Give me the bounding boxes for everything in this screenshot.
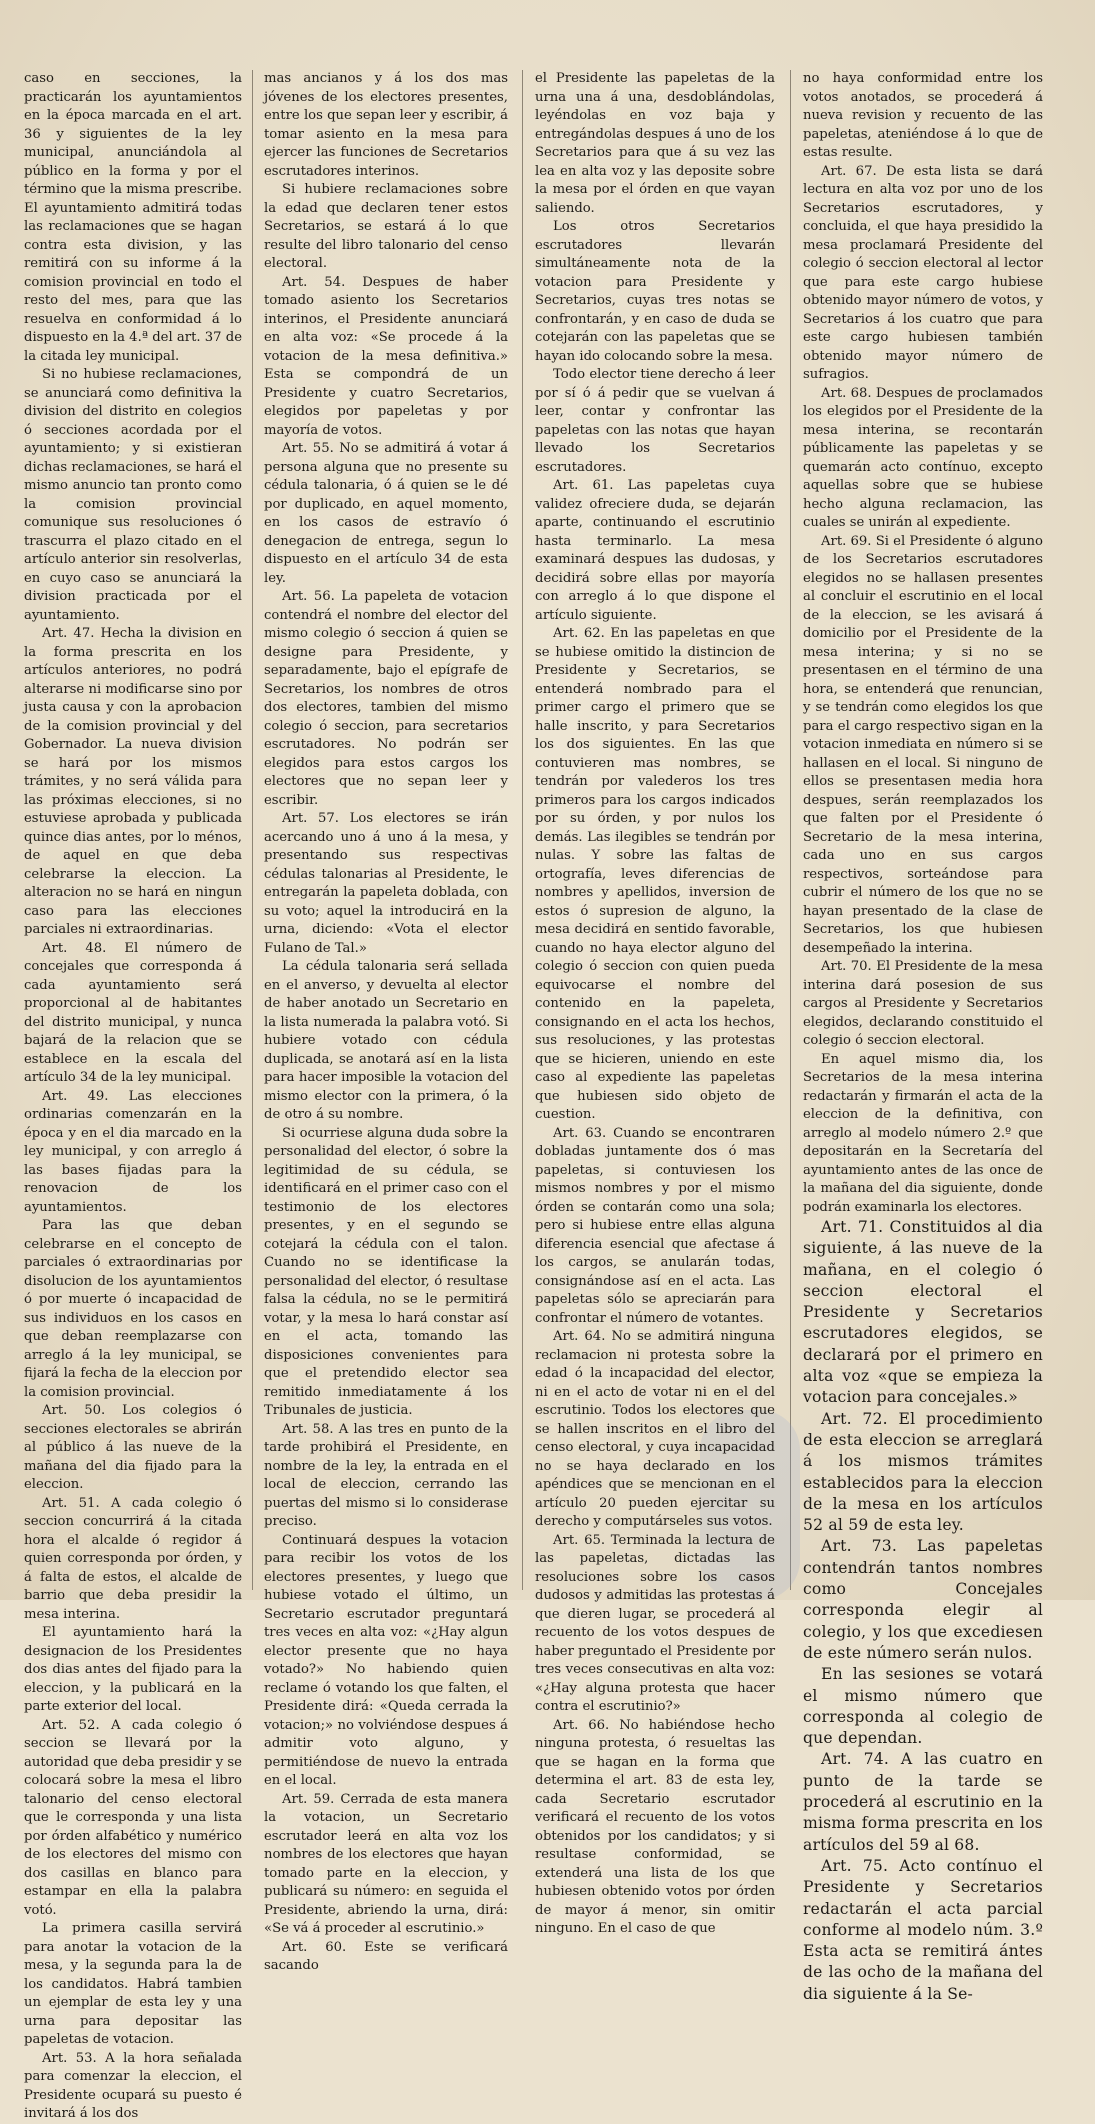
paragraph: La cédula talonaria será sellada en el anverso, y devuelta al elector de haber anotado un Secretario en la lista numerada la palabra votó. Si hubiere votado con cédula duplicada, se anotará así en la lista para hacer imposible la votacion del mismo elector con la primera, ó la de otro á su nombre.: [264, 959, 508, 1122]
paragraph: Art. 59. Cerrada de esta manera la votacion, un Secretario escrutador leerá en alta voz los nombres de los electores que hayan tomado parte en la eleccion, y publicará su número: en seguida el Presidente, abriendo la urna, dirá: «Se vá á proceder al escrutinio.»: [264, 1791, 508, 1936]
paragraph: Art. 55. No se admitirá á votar á persona alguna que no presente su cédula talonaria, ó á quien se le dé por duplicado, en aquel momento, en los casos de estravío ó denegacion de entrega, segun lo dispuesto en el artículo 34 de esta ley.: [264, 441, 508, 586]
paragraph: Art. 72. El procedimiento de esta eleccion se arreglará á los mismos trámites establecidos para la eleccion de la mesa en los artículos 52 al 59 de esta ley.: [803, 1409, 1043, 1535]
paragraph: Art. 64. No se admitirá ninguna reclamacion ni protesta sobre la edad ó la incapacidad del elector, ni en el acto de votar ni en el del escrutinio. Todos los electores que se hallen inscritos en el libro del censo electoral, y cuya incapacidad no se haya declarado en los apéndices que se mencionan en el artículo 20 pueden ejercitar su derecho y computárseles sus votos.: [535, 1329, 775, 1529]
paragraph: no haya conformidad entre los votos anotados, se procederá á nueva revision y recuento de las papeletas, ateniéndose á lo que de estas resulte.: [803, 71, 1043, 160]
paragraph: Art. 49. Las elecciones ordinarias comenzarán en la época y en el dia marcado en la ley municipal, y con arreglo á las bases fijadas para la renovacion de los ayuntamientos.: [24, 1088, 242, 1215]
paragraph: Art. 50. Los colegios ó secciones electorales se abrirán al público á las nueve de la mañana del dia fijado para la eleccion.: [24, 1403, 242, 1492]
paragraph: Para las que deban celebrarse en el concepto de parciales ó extraordinarias por disolucion de los ayuntamientos ó por muerte ó incapacidad de sus individuos en los casos en que deban reemplazarse con arreglo á la ley municipal, se fijará la fecha de la eleccion por la comision provincial.: [24, 1218, 242, 1400]
paragraph: Si ocurriese alguna duda sobre la personalidad del elector, ó sobre la legitimidad de su cédula, se identificará en el primer caso con el testimonio de los electores presentes, y en el segundo se cotejará la cédula con el talon. Cuando no se identificase la personalidad del elector, ó resultase falsa la cédula, no se le permitirá votar, y la mesa lo hará constar así en el acta, tomando las disposiciones convenientes para que el pretendido elector sea remitido inmediatamente á los Tribunales de justicia.: [264, 1125, 508, 1418]
paragraph: Art. 62. En las papeletas en que se hubiese omitido la distincion de Presidente y Secretarios, se entenderá nombrado para el primer cargo el primero que se halle inscrito, y para Secretarios los dos siguientes. En las que contuvieren mas nombres, se tendrán por valederos los tres primeros para los cargos indicados por su órden, y por nulos los demás. Las ilegibles se tendrán por nulas. Y sobre las faltas de ortografía, leves diferencias de nombres y apellidos, inversion de estos ó supresion de alguno, la mesa decidirá en sentido favorable, cuando no haya elector alguno del colegio ó seccion con quien pueda equivocarse el nombre del contenido en la papeleta, consignando en el acta los hechos, sus resoluciones, y las protestas que se hicieren, uniendo en este caso al expediente las papeletas que hubiesen sido objeto de cuestion.: [535, 626, 775, 1122]
text-column-1: [24, 70, 242, 2121]
paragraph: El ayuntamiento hará la designacion de los Presidentes dos dias antes del fijado para la eleccion, y la publicará en la parte exterior del local.: [24, 1625, 242, 1714]
text-column-2: [264, 70, 508, 1973]
paragraph: La primera casilla servirá para anotar la votacion de la mesa, y la segunda para la de los candidatos. Habrá tambien un ejemplar de esta ley y una urna para depositar las papeletas de votacion.: [24, 1921, 242, 2047]
column-divider: [252, 70, 253, 1590]
paragraph: Art. 73. Las papeletas contendrán tantos nombres como Concejales corresponda elegir al colegio, y los que excediesen de este número serán nulos.: [803, 1537, 1043, 1662]
paragraph: el Presidente las papeletas de la urna una á una, desdoblándolas, leyéndolas en voz baja y entregándolas despues á uno de los Secretarios para que á su vez las lea en alta voz y las deposite sobre la mesa por el órden en que vayan saliendo.: [535, 71, 775, 216]
paragraph: Todo elector tiene derecho á leer por sí ó á pedir que se vuelvan á leer, contar y confrontar las papeletas con las notas que hayan llevado los Secretarios escrutadores.: [535, 367, 775, 475]
paragraph: Art. 68. Despues de proclamados los elegidos por el Presidente de la mesa interina, se recontarán públicamente las papeletas y se quemarán acto contínuo, excepto aquellas sobre que se hubiese hecho alguna reclamacion, las cuales se unirán al expediente.: [803, 385, 1043, 530]
paragraph: Art. 71. Constituidos al dia siguiente, á las nueve de la mañana, en el colegio ó seccion electoral el Presidente y Secretarios escrutadores elegidos, se declarará por el primero en alta voz «que se empieza la votacion para concejales.»: [803, 1218, 1043, 1407]
paragraph: Art. 63. Cuando se encontraren dobladas juntamente dos ó mas papeletas, si contuviesen los mismos nombres y por el mismo órden se contarán como una sola; pero si hubiese entre ellas alguna diferencia esencial que afectase á los cargos, se anularán todas, consignándose así en el acta. Las papeletas sólo se apreciarán para confrontar el número de votantes.: [535, 1125, 775, 1326]
text-column-4: [803, 70, 1043, 2003]
paragraph: Art. 53. A la hora señalada para comenzar la eleccion, el Presidente ocupará su puesto é invitará á los dos: [24, 2050, 242, 2121]
paragraph: En las sesiones se votará el mismo número que corresponda al colegio de que dependan.: [803, 1665, 1043, 1748]
paragraph: Art. 51. A cada colegio ó seccion concurrirá á la citada hora el alcalde ó regidor á quien corresponda por órden, y á falta de estos, el alcalde de barrio que deba presidir la mesa interina.: [24, 1495, 242, 1622]
paragraph: Art. 58. A las tres en punto de la tarde prohibirá el Presidente, en nombre de la ley, la entrada en el local de eleccion, cerrando las puertas del mismo si lo considerase preciso.: [264, 1421, 508, 1529]
paragraph: Art. 70. El Presidente de la mesa interina dará posesion de sus cargos al Presidente y Secretarios elegidos, declarando constituido el colegio ó seccion electoral.: [803, 959, 1043, 1048]
paragraph: Art. 74. A las cuatro en punto de la tarde se procederá al escrutinio en la misma forma prescrita en los artículos del 59 al 68.: [803, 1750, 1043, 1854]
paragraph: Los otros Secretarios escrutadores llevarán simultáneamente nota de la votacion para Presidente y Secretarios, cuyas tres notas se confrontarán, y en caso de duda se cotejarán con las papeletas que se hayan ido colocando sobre la mesa.: [535, 219, 775, 364]
text-column-3: [535, 70, 775, 1936]
paragraph: Art. 65. Terminada la lectura de las papeletas, dictadas las resoluciones sobre los casos dudosos y admitidas las protestas á que dieren lugar, se procederá al recuento de los votos despues de haber preguntado el Presidente por tres veces consecutivas en alta voz: «¿Hay alguna protesta que hacer contra el escrutinio?»: [535, 1532, 775, 1714]
paragraph: Art. 61. Las papeletas cuya validez ofreciere duda, se dejarán aparte, continuando el escrutinio hasta terminarlo. La mesa examinará despues las dudosas, y decidirá sobre ellas por mayoría con arreglo á lo que dispone el artículo siguiente.: [535, 478, 775, 623]
paragraph: Si hubiere reclamaciones sobre la edad que declaren tener estos Secretarios, se estará á lo que resulte del libro talonario del censo electoral.: [264, 182, 508, 271]
paragraph: Continuará despues la votacion para recibir los votos de los electores presentes, y luego que hubiese votado el último, un Secretario escrutador preguntará tres veces en alta voz: «¿Hay algun elector presente que no haya votado?» No habiendo quien reclame ó votando los que falten, el Presidente dirá: «Queda cerrada la votacion;» no volviéndose despues á admitir voto alguno, y permitiéndose de nuevo la entrada en el local.: [264, 1532, 508, 1788]
paragraph: Art. 69. Si el Presidente ó alguno de los Secretarios escrutadores elegidos no se hallasen presentes al concluir el escrutinio en el local de la eleccion, se les avisará á domicilio por el Presidente de la mesa interina; y si no se presentasen en el término de una hora, se entenderá que renuncian, y se tendrán como elegidos los que para el cargo respectivo sigan en la votacion inmediata en número si se hallasen en el local. Si ninguno de ellos se presentasen media hora despues, serán reemplazados los que falten por el Presidente ó Secretario de la mesa interina, cada uno en sus cargos respectivos, sorteándose para cubrir el número de los que no se hayan presentado de la clase de Secretarios, los que hubiesen desempeñado la interina.: [803, 533, 1043, 956]
paragraph: mas ancianos y á los dos mas jóvenes de los electores presentes, entre los que sepan leer y escribir, á tomar asiento en la mesa para ejercer las funciones de Secretarios escrutadores interinos.: [264, 71, 508, 179]
paragraph: En aquel mismo dia, los Secretarios de la mesa interina redactarán y firmarán el acta de la eleccion de la definitiva, con arreglo al modelo número 2.º que depositarán en la Secretaría del ayuntamiento antes de las once de la mañana del dia siguiente, donde podrán examinarla los electores.: [803, 1051, 1043, 1215]
paragraph: caso en secciones, la practicarán los ayuntamientos en la época marcada en el art. 36 y siguientes de la ley municipal, anunciándola al público en la forma y por el término que la misma prescribe. El ayuntamiento admitirá todas las reclamaciones que se hagan contra esta division, y las remitirá con su informe á la comision provincial en todo el resto del mes, para que las resuelva en conformidad á lo dispuesto en la 4.ª del art. 37 de la citada ley municipal.: [24, 71, 242, 364]
paragraph: Art. 66. No habiéndose hecho ninguna protesta, ó resueltas las que se hagan en la forma que determina el art. 83 de esta ley, cada Secretario escrutador verificará el recuento de los votos obtenidos por los candidatos; y si resultase conformidad, se extenderá una lista de los que hubiesen obtenido votos por órden de mayor á menor, sin omitir ninguno. En el caso de que: [535, 1717, 775, 1936]
paragraph: Art. 47. Hecha la division en la forma prescrita en los artículos anteriores, no podrá alterarse ni modificarse sino por justa causa y con la aprobacion de la comision provincial y del Gobernador. La nueva division se hará por los mismos trámites, y no será válida para las próximas elecciones, si no estuviese aprobada y publicada quince dias antes, por lo ménos, de aquel en que deba celebrarse la eleccion. La alteracion no se hará en ningun caso para las elecciones parciales ni extraordinarias.: [24, 626, 242, 937]
paragraph: Art. 75. Acto contínuo el Presidente y Secretarios redactarán el acta parcial conforme al modelo núm. 3.º Esta acta se remitirá ántes de las ocho de la mañana del dia siguiente á la Se-: [803, 1856, 1043, 2003]
column-divider: [790, 70, 791, 1590]
paragraph: Art. 57. Los electores se irán acercando uno á uno á la mesa, y presentando sus respectivas cédulas talonarias al Presidente, le entregarán la papeleta doblada, con su voto; aquel la introducirá en la urna, diciendo: «Vota el elector Fulano de Tal.»: [264, 811, 508, 956]
paragraph: Art. 67. De esta lista se dará lectura en alta voz por uno de los Secretarios escrutadores, y concluida, el que haya presidido la mesa proclamará Presidente del colegio ó seccion electoral al lector que para este cargo hubiese obtenido mayor número de votos, y Secretarios á los cuatro que para este cargo hubiesen también obtenido mayor número de sufragios.: [803, 163, 1043, 382]
paragraph: Art. 56. La papeleta de votacion contendrá el nombre del elector del mismo colegio ó seccion á quien se designe para Presidente, y separadamente, bajo el epígrafe de Secretarios, los nombres de otros dos electores, tambien del mismo colegio ó seccion, para secretarios escrutadores. No podrán ser elegidos para estos cargos los electores que no sepan leer y escribir.: [264, 589, 508, 808]
paragraph: Art. 52. A cada colegio ó seccion se llevará por la autoridad que deba presidir y se colocará sobre la mesa el libro talonario del censo electoral que le corresponda y una lista por órden alfabético y numérico de los electores del mismo con dos casillas en blanco para estampar en ella la palabra votó.: [24, 1717, 242, 1918]
paragraph: Art. 60. Este se verificará sacando: [264, 1939, 508, 1973]
paragraph: Art. 48. El número de concejales que corresponda á cada ayuntamiento será proporcional al de habitantes del distrito municipal, y nunca bajará de la relacion que se establece en la escala del artículo 34 de la ley municipal.: [24, 940, 242, 1085]
paragraph: Art. 54. Despues de haber tomado asiento los Secretarios interinos, el Presidente anunciará en alta voz: «Se procede á la votacion de la mesa definitiva.» Esta se compondrá de un Presidente y cuatro Secretarios, elegidos por papeletas y por mayoría de votos.: [264, 274, 508, 438]
paragraph: Si no hubiese reclamaciones, se anunciará como definitiva la division del distrito en colegios ó secciones acordada por el ayuntamiento; y si existieran dichas reclamaciones, se hará el mismo anuncio tan pronto como la comision provincial comunique sus resoluciones ó trascurra el plazo citado en el artículo anterior sin resolverlas, en cuyo caso se anunciará la division practicada por el ayuntamiento.: [24, 367, 242, 623]
column-divider: [522, 70, 523, 1590]
